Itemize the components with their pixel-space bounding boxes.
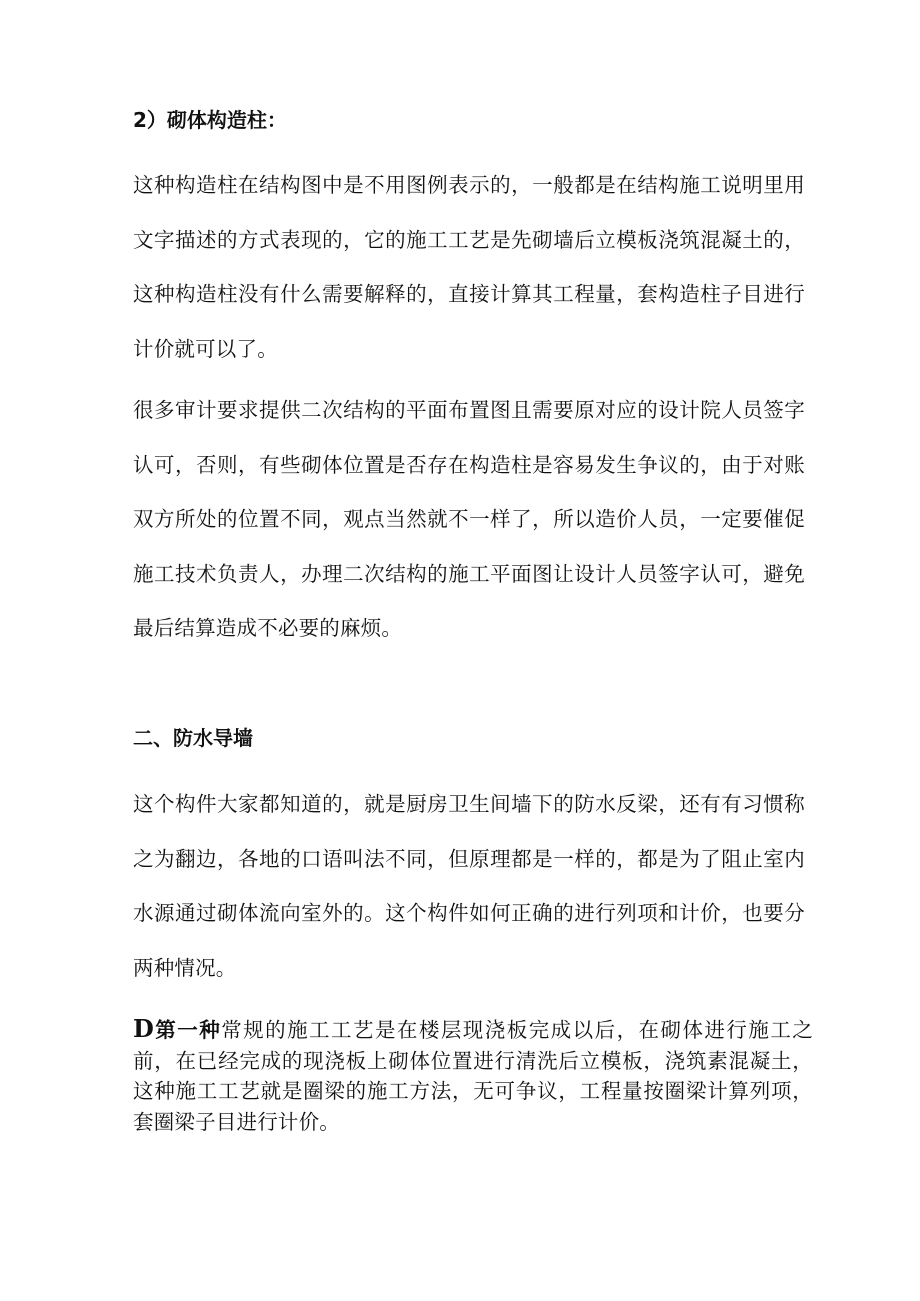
lead-phrase: 第一种 bbox=[154, 1018, 222, 1042]
sub-heading: 2）砌体构造柱： bbox=[133, 108, 287, 132]
section-heading: 二、防水导墙 bbox=[133, 726, 253, 750]
paragraph-first-method bbox=[133, 1014, 813, 1137]
paragraph-body: 常规的施工工艺是在楼层现浇板完成以后，在砌体进行施工之前，在已经完成的现浇板上砌体位置进行清洗后立模板，浇筑素混凝土，这种施工工艺就是圈梁的施工方法，无可争议，工程量按圈梁计算列项，套圈梁子目进行计价。 bbox=[133, 1018, 813, 1134]
paragraph-audit-requirement: 很多审计要求提供二次结构的平面布置图且需要原对应的设计院人员签字认可，否则，有些砌体位置是否存在构造柱是容易发生争议的，由于对账双方所处的位置不同，观点当然就不一样了，所以造价人员，一定要催促施工技术负责人，办理二次结构的施工平面图让设计人员签字认可，避免最后结算造成不必要的麻烦。 bbox=[133, 398, 805, 640]
paragraph-constructional-column: 这种构造柱在结构图中是不用图例表示的，一般都是在结构施工说明里用文字描述的方式表现的，它的施工工艺是先砌墙后立模板浇筑混凝土的，这种构造柱没有什么需要解释的，直接计算其工程量，套构造柱子目进行计价就可以了。 bbox=[133, 173, 805, 361]
list-marker: D bbox=[133, 1014, 155, 1043]
paragraph-waterproof-wall: 这个构件大家都知道的，就是厨房卫生间墙下的防水反梁，还有有习惯称之为翻边，各地的口语叫法不同，但原理都是一样的，都是为了阻止室内水源通过砌体流向室外的。这个构件如何正确的进行列项和计价，也要分两种情况。 bbox=[133, 792, 805, 980]
